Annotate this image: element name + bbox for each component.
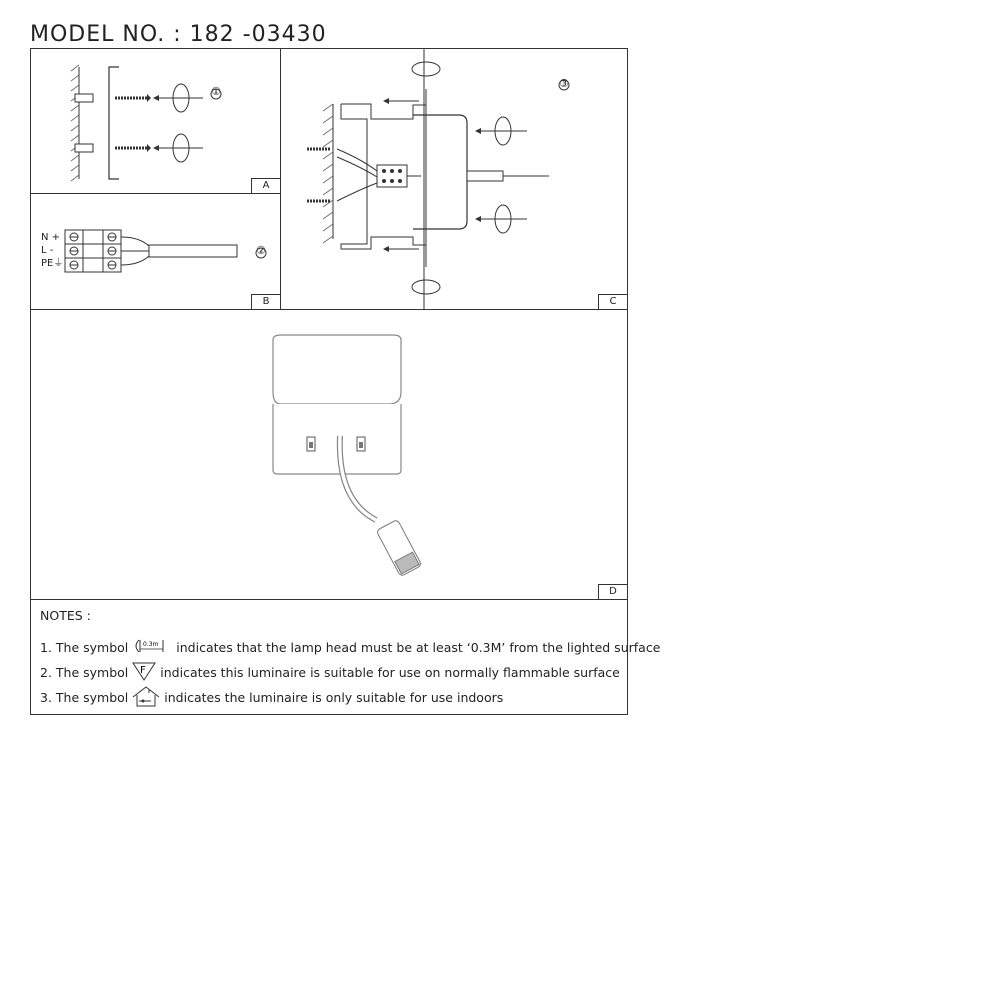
- panel-d-label: D: [598, 584, 627, 599]
- note-item-2: [40, 660, 660, 685]
- mounting-bracket: [109, 67, 119, 179]
- terminal-block: [377, 165, 407, 187]
- terminal-l: L -: [41, 245, 54, 256]
- step-number: ③: [559, 77, 569, 90]
- terminal-n: N +: [41, 232, 61, 243]
- note-2-text: indicates this luminaire is suitable for use on normally flammable surface: [160, 665, 620, 680]
- flammable-surface-icon: [131, 661, 157, 684]
- step-number: ①: [211, 85, 221, 98]
- note-3-text: indicates the luminaire is only suitable for use indoors: [164, 690, 504, 705]
- lamp-front-plate: [413, 115, 467, 229]
- note-2-prefix: 2. The symbol: [40, 665, 129, 680]
- model-title: MODEL NO. : 182 -03430: [30, 22, 327, 47]
- mounting-assembly-diagram: [281, 49, 627, 310]
- cable-out: [467, 171, 503, 181]
- notes-section: [40, 608, 660, 710]
- indoor-house-icon: [131, 685, 161, 710]
- terminal-pe: PE⏚: [41, 258, 64, 269]
- panel-b-label: B: [251, 294, 280, 309]
- note-1-text: indicates that the lamp head must be at least ‘0.3M’ from the lighted surface: [176, 640, 661, 655]
- distance-icon-text: 0.3m: [143, 641, 159, 648]
- terminal-block-diagram: [31, 194, 281, 310]
- panel-a: [31, 49, 281, 194]
- note-item-3: [40, 685, 660, 710]
- wall-anchor-bottom: [75, 144, 93, 152]
- assembled-lamp-view: [31, 310, 627, 600]
- panel-c: [281, 49, 627, 310]
- note-1-prefix: 1. The symbol: [40, 640, 129, 655]
- panel-a-label: A: [251, 178, 280, 193]
- lamp-shade: [273, 335, 401, 404]
- step-number: ②: [256, 244, 266, 257]
- distance-icon: [131, 638, 167, 657]
- power-cable: [149, 245, 237, 257]
- panel-d: [31, 310, 627, 600]
- screw-bottom: [115, 144, 151, 152]
- wall-fixing-diagram: [31, 49, 281, 194]
- panel-c-label: C: [598, 294, 627, 309]
- note-item-1: [40, 635, 660, 660]
- wall-anchor-top: [75, 94, 93, 102]
- flammable-icon-text: F: [140, 665, 147, 676]
- reading-lamp-head: [376, 519, 422, 576]
- note-3-prefix: 3. The symbol: [40, 690, 129, 705]
- panel-b: [31, 194, 281, 310]
- screw-top: [115, 94, 151, 102]
- notes-heading: NOTES :: [40, 608, 91, 623]
